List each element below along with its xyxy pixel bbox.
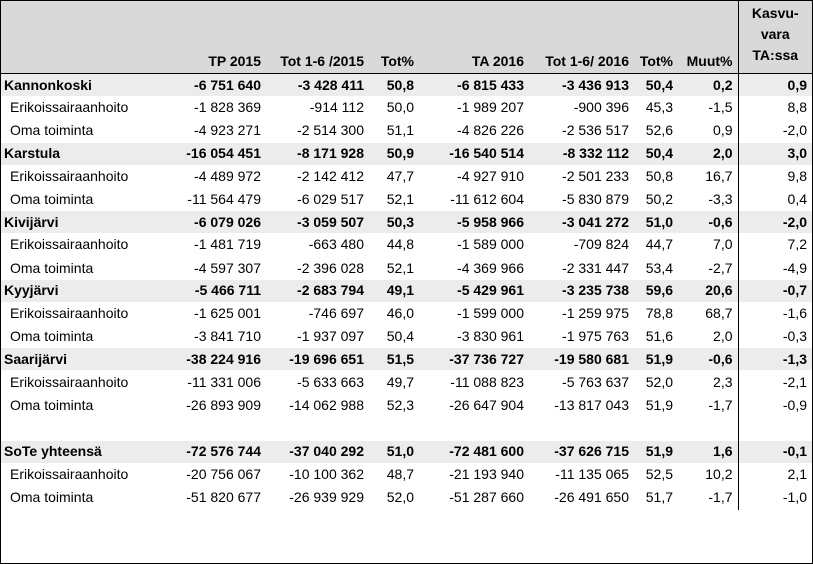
cell-tot-2015: -663 480: [308, 236, 364, 253]
cell-tp-2015: -4 489 972: [194, 167, 261, 184]
cell-kasvuvara: -0,9: [738, 394, 812, 417]
row-label: Erikoissairaanhoito: [10, 304, 129, 321]
row-label: Oma toiminta: [10, 489, 94, 506]
cell-muut-percent: 0,2: [678, 74, 738, 97]
cell-tot-2016: -2 331 447: [562, 259, 629, 276]
cell-tp-2015: -1 481 719: [194, 236, 261, 253]
cell-tot-percent-2015: 44,8: [386, 236, 414, 253]
cell-muut-percent: 20,6: [678, 280, 738, 302]
cell-tot-2015: -10 100 362: [289, 466, 364, 483]
spacer-cell: [173, 417, 266, 441]
cell-tp-2015: -1 625 001: [194, 304, 261, 321]
group-total-row: [1, 280, 812, 302]
row-label: Erikoissairaanhoito: [10, 466, 129, 483]
header-label-cell: [1, 1, 173, 74]
cell-tot-percent-2016: 50,4: [634, 143, 678, 165]
cell-tot-2015: -14 062 988: [289, 396, 364, 413]
row-label: Oma toiminta: [10, 122, 94, 139]
group-oma-row: [1, 325, 812, 348]
spacer-cell: [738, 417, 812, 441]
cell-muut-percent: -0,6: [678, 211, 738, 233]
cell-tot-2015: -37 040 292: [266, 441, 369, 463]
cell-tot-2016: -26 491 650: [554, 489, 629, 506]
row-label: Kannonkoski: [1, 74, 173, 97]
cell-tot-percent-2015: 51,5: [369, 348, 419, 370]
cell-tot-percent-2015: 51,0: [369, 441, 419, 463]
header-kasvuvara-line-3: TA:ssa: [752, 47, 799, 63]
cell-tot-2015: -3 428 411: [266, 74, 369, 97]
cell-muut-percent: 7,0: [713, 236, 733, 253]
header-kasvuvara-line-2: vara: [760, 26, 790, 42]
cell-muut-percent: -3,3: [708, 191, 733, 208]
cell-ta-2016: -16 540 514: [419, 143, 529, 165]
cell-tot-percent-2015: 50,0: [386, 99, 414, 116]
group-total-row: [1, 211, 812, 233]
group-erik-row: [1, 370, 812, 393]
cell-tot-2016: -11 135 065: [555, 466, 629, 483]
header-kasvuvara-line-1: Kasvu-: [751, 5, 799, 21]
cell-tot-percent-2016: 51,7: [645, 489, 673, 506]
cell-tot-percent-2015: 50,8: [369, 74, 419, 97]
group-erik-row: [1, 233, 812, 256]
cell-ta-2016: -51 287 660: [449, 489, 524, 506]
cell-tp-2015: -38 224 916: [173, 348, 266, 370]
cell-ta-2016: -21 193 940: [449, 466, 524, 483]
cell-tot-percent-2016: 59,6: [634, 280, 678, 302]
cell-tp-2015: -5 466 711: [173, 280, 266, 302]
table-body: [1, 74, 812, 510]
spacer-cell: [369, 417, 419, 441]
cell-kasvuvara: 2,1: [738, 463, 812, 486]
cell-tot-2015: -914 112: [309, 99, 364, 116]
cell-tot-percent-2015: 52,3: [386, 396, 414, 413]
cell-tot-percent-2015: 49,1: [369, 280, 419, 302]
cell-tot-percent-2015: 50,3: [369, 211, 419, 233]
cell-tot-percent-2015: 47,7: [386, 167, 414, 184]
cell-ta-2016: -5 429 961: [419, 280, 529, 302]
cell-kasvuvara: -4,9: [738, 256, 812, 279]
cell-tot-percent-2016: 52,6: [645, 122, 673, 139]
cell-tot-2016: -1 259 975: [562, 304, 629, 321]
group-erik-row: [1, 165, 812, 188]
cell-tp-2015: -4 923 271: [194, 122, 261, 139]
cell-tot-2016: -5 830 879: [562, 191, 629, 208]
cell-tot-percent-2016: 51,9: [634, 348, 678, 370]
cell-muut-percent: -1,7: [708, 396, 733, 413]
cell-muut-percent: -2,7: [708, 259, 733, 276]
cell-ta-2016: -11 612 604: [450, 191, 524, 208]
header-tot-2016: Tot 1-6/ 2016: [529, 1, 634, 74]
cell-tot-2015: -5 633 663: [297, 373, 364, 390]
cell-tot-2015: -2 396 028: [297, 259, 364, 276]
cell-tot-2016: -8 332 112: [529, 143, 634, 165]
cell-ta-2016: -4 927 910: [457, 167, 524, 184]
header-muut-percent: Muut%: [678, 1, 738, 74]
cell-tp-2015: -6 751 640: [173, 74, 266, 97]
cell-tp-2015: -11 331 006: [187, 373, 261, 390]
cell-muut-percent: 2,3: [713, 373, 733, 390]
cell-ta-2016: -1 589 000: [457, 236, 524, 253]
cell-tp-2015: -51 820 677: [186, 489, 261, 506]
cell-kasvuvara: -0,1: [738, 441, 812, 463]
cell-tp-2015: -11 564 479: [187, 191, 261, 208]
cell-tot-2016: -2 501 233: [562, 167, 629, 184]
spacer-cell: [419, 417, 529, 441]
cell-tot-2015: -2 514 300: [297, 122, 364, 139]
spacer-cell: [678, 417, 738, 441]
cell-tot-percent-2015: 52,0: [386, 489, 414, 506]
cell-tp-2015: -3 841 710: [194, 328, 261, 345]
group-total-row: [1, 441, 812, 463]
row-label: Kivijärvi: [1, 211, 173, 233]
cell-muut-percent: 2,0: [678, 143, 738, 165]
cell-kasvuvara: -2,1: [738, 370, 812, 393]
cell-ta-2016: -26 647 904: [449, 396, 524, 413]
row-label: Erikoissairaanhoito: [10, 373, 129, 390]
row-label: SoTe yhteensä: [1, 441, 173, 463]
cell-tot-2015: -3 059 507: [266, 211, 369, 233]
cell-ta-2016: -37 736 727: [419, 348, 529, 370]
cell-tot-2016: -19 580 681: [529, 348, 634, 370]
row-label: Oma toiminta: [10, 396, 94, 413]
cell-muut-percent: 10,2: [705, 466, 733, 483]
cell-muut-percent: 2,0: [713, 328, 733, 345]
cell-tp-2015: -16 054 451: [173, 143, 266, 165]
row-label: Erikoissairaanhoito: [10, 167, 129, 184]
cell-tot-percent-2015: 50,4: [386, 328, 414, 345]
cell-tot-2016: -37 626 715: [529, 441, 634, 463]
cell-kasvuvara: 7,2: [738, 233, 812, 256]
group-erik-row: [1, 463, 812, 486]
row-label: Erikoissairaanhoito: [10, 236, 129, 253]
header-tp-2015: TP 2015: [173, 1, 266, 74]
cell-kasvuvara: -2,0: [738, 119, 812, 142]
cell-tot-percent-2016: 44,7: [645, 236, 673, 253]
group-total-row: [1, 143, 812, 165]
group-total-row: [1, 74, 812, 97]
cell-muut-percent: -1,7: [708, 489, 733, 506]
header-tot-percent-2016: Tot%: [634, 1, 678, 74]
cell-tot-percent-2016: 53,4: [645, 259, 673, 276]
header-tot-2015: Tot 1-6 /2015: [266, 1, 369, 74]
spacer-cell: [529, 417, 634, 441]
group-oma-row: [1, 119, 812, 142]
header-ta-2016: TA 2016: [419, 1, 529, 74]
cell-tp-2015: -6 079 026: [173, 211, 266, 233]
cell-tot-percent-2015: 50,9: [369, 143, 419, 165]
cell-tot-percent-2015: 46,0: [386, 304, 414, 321]
spacer-cell: [634, 417, 678, 441]
cell-tot-percent-2016: 50,8: [645, 167, 673, 184]
cell-kasvuvara: -1,0: [738, 486, 812, 509]
cell-ta-2016: -4 826 226: [457, 122, 524, 139]
spacer-cell: [1, 417, 173, 441]
cell-tot-2015: -1 937 097: [297, 328, 364, 345]
group-oma-row: [1, 394, 812, 417]
cell-kasvuvara: 9,8: [738, 165, 812, 188]
cell-tp-2015: -4 597 307: [194, 259, 261, 276]
cell-kasvuvara: -2,0: [738, 211, 812, 233]
cell-muut-percent: 0,9: [713, 122, 733, 139]
cell-tot-percent-2016: 51,9: [634, 441, 678, 463]
cell-tot-percent-2015: 48,7: [386, 466, 414, 483]
cell-tot-percent-2016: 50,2: [645, 191, 673, 208]
cell-tot-percent-2015: 52,1: [386, 191, 414, 208]
cell-ta-2016: -5 958 966: [419, 211, 529, 233]
row-label: Oma toiminta: [10, 259, 94, 276]
row-label: Oma toiminta: [10, 191, 94, 208]
cell-ta-2016: -3 830 961: [457, 328, 524, 345]
spacer-row: [1, 417, 812, 441]
cell-tot-2016: -709 824: [573, 236, 629, 253]
cell-kasvuvara: -0,7: [738, 280, 812, 302]
row-label: Kyyjärvi: [1, 280, 173, 302]
cell-kasvuvara: -1,6: [738, 302, 812, 325]
cell-muut-percent: 68,7: [705, 304, 733, 321]
group-total-row: [1, 348, 812, 370]
cell-tot-percent-2016: 51,6: [645, 328, 673, 345]
group-erik-row: [1, 302, 812, 325]
cell-tot-2016: -5 763 637: [562, 373, 629, 390]
cell-tp-2015: -72 576 744: [173, 441, 266, 463]
cell-ta-2016: -6 815 433: [419, 74, 529, 97]
header-tot-percent-2015: Tot%: [369, 1, 419, 74]
cell-tp-2015: -20 756 067: [186, 466, 261, 483]
cell-tot-percent-2016: 51,9: [645, 396, 673, 413]
cell-tot-percent-2015: 49,7: [386, 373, 414, 390]
cell-tot-2015: -2 683 794: [266, 280, 369, 302]
row-label: Karstula: [1, 143, 173, 165]
cell-kasvuvara: -0,3: [738, 325, 812, 348]
row-label: Oma toiminta: [10, 328, 94, 345]
cell-tot-2016: -3 436 913: [529, 74, 634, 97]
cell-ta-2016: -72 481 600: [419, 441, 529, 463]
cell-kasvuvara: 0,9: [738, 74, 812, 97]
budget-table: [1, 1, 812, 510]
group-erik-row: [1, 96, 812, 119]
cell-tot-percent-2016: 52,5: [645, 466, 673, 483]
cell-kasvuvara: 0,4: [738, 188, 812, 211]
cell-tot-percent-2016: 45,3: [645, 99, 673, 116]
cell-tot-2015: -8 171 928: [266, 143, 369, 165]
cell-muut-percent: -0,6: [678, 348, 738, 370]
cell-kasvuvara: 3,0: [738, 143, 812, 165]
cell-tot-2016: -1 975 763: [562, 328, 629, 345]
spacer-cell: [266, 417, 369, 441]
cell-tot-2015: -746 697: [308, 304, 364, 321]
cell-muut-percent: -1,5: [708, 99, 733, 116]
cell-tot-2016: -13 817 043: [554, 396, 629, 413]
cell-muut-percent: 1,6: [678, 441, 738, 463]
cell-tot-2015: -19 696 651: [266, 348, 369, 370]
cell-tot-2015: -2 142 412: [297, 167, 364, 184]
group-oma-row: [1, 486, 812, 509]
cell-tot-percent-2015: 52,1: [386, 259, 414, 276]
cell-tot-2015: -26 939 929: [289, 489, 364, 506]
cell-ta-2016: -11 088 823: [450, 373, 524, 390]
cell-tot-percent-2016: 52,0: [645, 373, 673, 390]
group-oma-row: [1, 256, 812, 279]
cell-ta-2016: -4 369 966: [457, 259, 524, 276]
cell-tot-percent-2016: 50,4: [634, 74, 678, 97]
cell-muut-percent: 16,7: [705, 167, 733, 184]
cell-tot-2016: -3 235 738: [529, 280, 634, 302]
cell-kasvuvara: -1,3: [738, 348, 812, 370]
group-oma-row: [1, 188, 812, 211]
cell-tot-percent-2016: 51,0: [634, 211, 678, 233]
cell-tp-2015: -1 828 369: [194, 99, 261, 116]
row-label: Erikoissairaanhoito: [10, 99, 129, 116]
cell-tot-percent-2015: 51,1: [386, 122, 414, 139]
row-label: Saarijärvi: [1, 348, 173, 370]
cell-kasvuvara: 8,8: [738, 96, 812, 119]
cell-tot-percent-2016: 78,8: [645, 304, 673, 321]
cell-ta-2016: -1 599 000: [457, 304, 524, 321]
header-kasvuvara: [738, 1, 812, 74]
cell-tot-2016: -3 041 272: [529, 211, 634, 233]
cell-tot-2015: -6 029 517: [297, 191, 364, 208]
cell-tot-2016: -900 396: [573, 99, 629, 116]
cell-tot-2016: -2 536 517: [562, 122, 629, 139]
header-row: [1, 1, 812, 74]
cell-ta-2016: -1 989 207: [457, 99, 524, 116]
cell-tp-2015: -26 893 909: [186, 396, 261, 413]
